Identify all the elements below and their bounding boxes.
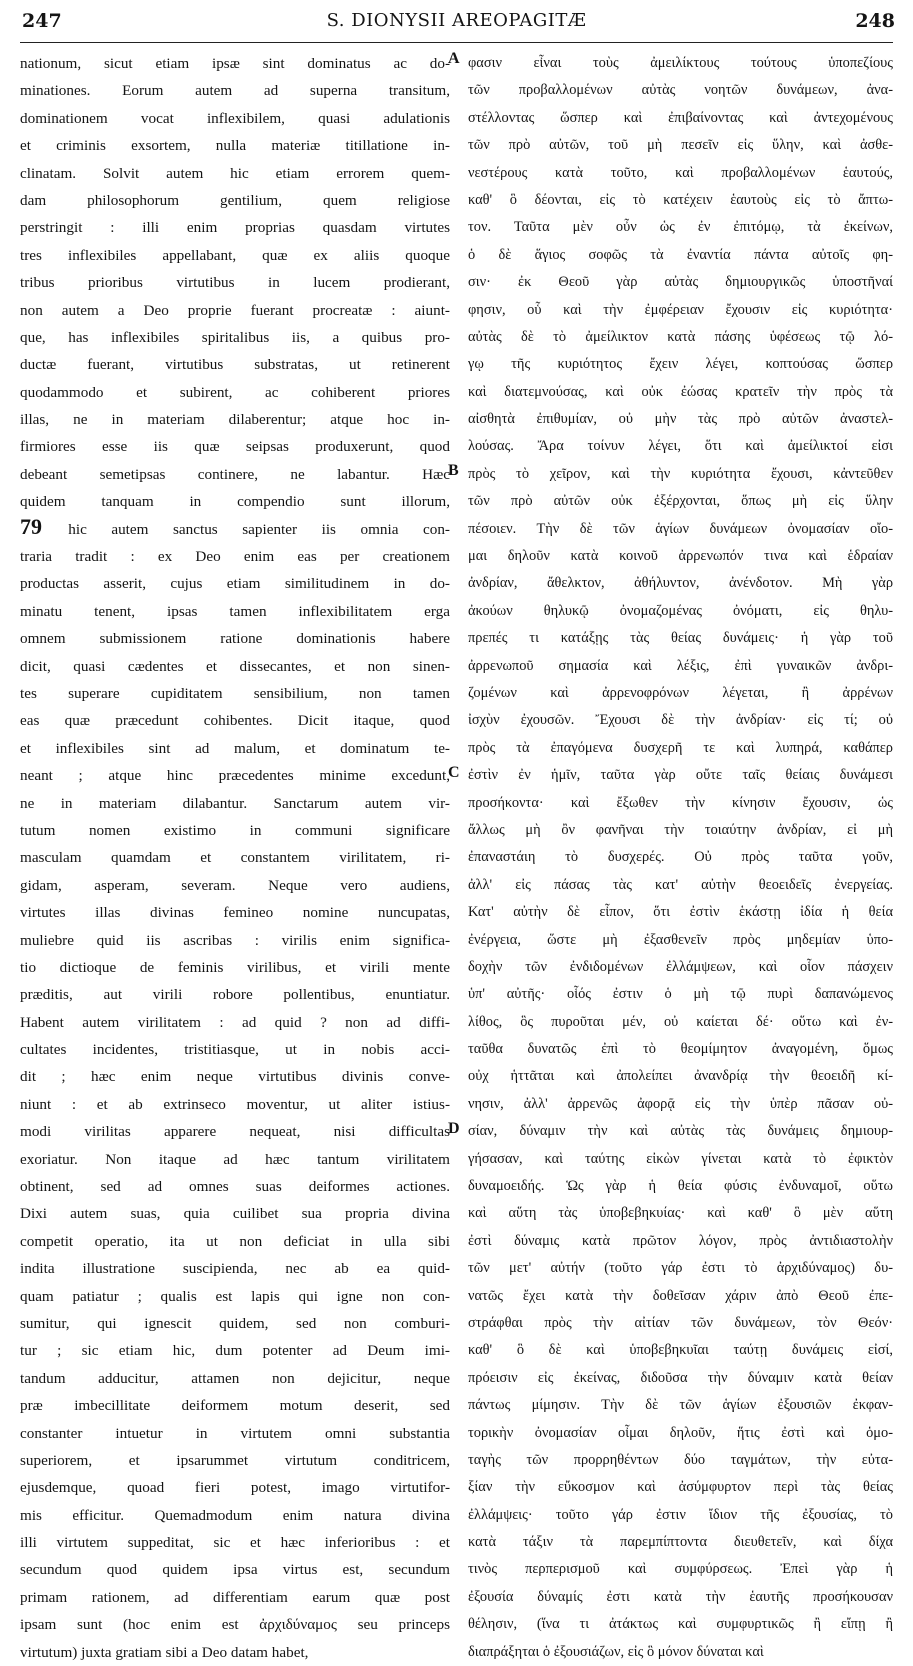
latin-line: Habent autem virilitatem : ad quid ? non ad diffi- xyxy=(20,1013,450,1031)
latin-line: cultates incidentes, tristitiasque, ut in nobis acci- xyxy=(20,1041,450,1059)
greek-line: νατῶς ἔχει κατὰ τὴν δοθεῖσαν χάριν ἀπὸ Θεοῦ ἐπε- xyxy=(468,1287,893,1304)
greek-line: κατὰ τάξιν τὰ παρεμπίπτοντα διευθετεῖν, καὶ δίχα xyxy=(468,1534,893,1551)
greek-line: ξίαν τὴν εὔκοσμον καὶ ἀσύμφυρτον περὶ τὰς θείας xyxy=(468,1479,893,1496)
latin-line: mis efficitur. Quemadmodum enim natura divina xyxy=(20,1506,450,1524)
latin-line: competit operatio, ita ut non deficiat in ulla sibi xyxy=(20,1232,450,1250)
latin-line: firmiores esse iis quæ seipsas produxerunt, quod xyxy=(20,438,450,456)
greek-line: ἐνέργεια, ὥστε μὴ ἐξασθενεῖν πρὸς μηδεμίαν ὑπο- xyxy=(468,931,893,948)
greek-line: σίαν, δύναμιν τὴν καὶ αὐτὰς τὰς δυνάμεις δημιουρ- xyxy=(468,1123,893,1140)
latin-line: quidem tanquam in compendio sunt illorum, xyxy=(20,493,450,511)
greek-line: φασιν εἶναι τοὺς ἀμειλίκτους τούτους ὑποπεζίους xyxy=(468,55,893,71)
greek-line: τῶν προβαλλομένων αὐτὰς νοητῶν δυνάμεων, ἀνα- xyxy=(468,82,893,99)
latin-line: dam philosophorum gentilium, quem religiose xyxy=(20,191,450,209)
greek-line: ἀρρενωποῦ σημασία καὶ λέξις, ἐπὶ γυναικῶν ἀνδρι- xyxy=(468,657,893,674)
greek-line: δυναμοειδής. Ὡς γὰρ ἡ θεία φύσις ἐνδυναμοῖ, οὕτω xyxy=(468,1178,893,1195)
header-rule xyxy=(20,42,893,43)
greek-line: ἐστὶν ἐν ἡμῖν, ταῦτα γὰρ οὔτε ταῖς θείαις δυνάμεσι xyxy=(468,767,893,784)
greek-line: νεστέρους κατὰ τοῦτο, καὶ προβαλλομένων ἑαυτούς, xyxy=(468,164,893,181)
latin-line: dicit, quasi cædentes et dissecantes, et non sinen- xyxy=(20,657,450,675)
latin-line: 79 hic autem sanctus sapienter iis omnia con- xyxy=(20,515,450,539)
greek-line: καὶ διατεμνούσας, καὶ οὐκ ἐώσας κρατεῖν τὴν πρὸς τὰ xyxy=(468,383,893,400)
latin-line: superiorem, et ipsarummet virtutum conditricem, xyxy=(20,1451,450,1469)
latin-line: perstringit : illi enim proprias quasdam virtutes xyxy=(20,219,450,237)
latin-line: ipsam sunt (hoc enim est ἀρχιδύναμος seu princeps xyxy=(20,1616,450,1634)
latin-line: tribus prioribus virtutibus in lucem prodierant, xyxy=(20,274,450,292)
greek-line: τορικὴν ὀνομασίαν οἶμαι δηλοῦν, ἥτις ἐστὶ καὶ ὁμο- xyxy=(468,1424,893,1441)
greek-line: στράφθαι πρὸς τὴν αἰτίαν τῶν δυνάμεων, τὸν Θεόν· xyxy=(468,1314,893,1331)
latin-line: tes superare cupiditatem sensibilium, non tamen xyxy=(20,684,450,702)
greek-line: ὑπ' αὐτῆς· οἷός ἐστιν ὁ μὴ τῷ πυρὶ δαπανώμενος xyxy=(468,986,893,1003)
latin-line: ne in materiam dilabantur. Sanctarum autem vir- xyxy=(20,794,450,812)
greek-line: πρὸς τὸ χεῖρον, καὶ τὴν κυριότητα ἔχουσι, κἀντεῦθεν xyxy=(468,465,893,482)
greek-line: λίθος, ὃς πυροῦται μέν, οὐ καίεται δέ· οὕτω καὶ ἐν- xyxy=(468,1013,893,1030)
greek-line: ζομένων καὶ ἀρρενοφρόνων λέγεται, ἢ ἀρρένων xyxy=(468,684,893,701)
latin-line: dominationem vocat inflexibilem, quasi adulationis xyxy=(20,109,450,127)
greek-line: μαι δηλοῦν κατὰ κοινοῦ ἀρρενωπόν τινα καὶ ἑδραίαν xyxy=(468,548,893,565)
greek-column xyxy=(468,50,893,1666)
latin-line: nationum, sicut etiam ipsæ sint dominatus ac do- xyxy=(20,55,450,72)
greek-line: τῶν μετ' αὐτήν (τοῦτο γάρ ἐστι τὸ ἀρχιδύναμος) δυ- xyxy=(468,1260,893,1277)
latin-line: primam rationem, ad differentiam earum quæ post xyxy=(20,1588,450,1606)
latin-line: illas, ne in materiam dilaberentur; atque hoc in- xyxy=(20,411,450,429)
greek-line: πέσοιεν. Τὴν δὲ τῶν ἁγίων δυνάμεων ὀνομασίαν οἴο- xyxy=(468,520,893,537)
latin-line: tur ; sic etiam hic, dum potenter ad Deum imi- xyxy=(20,1342,450,1360)
latin-line: tio dictioque de feminis virilibus, et virili mente xyxy=(20,958,450,976)
latin-line: gidam, asperam, severam. Neque vero audiens, xyxy=(20,876,450,894)
latin-line: illi virtutem suppeditat, sic et hæc inferioribus : et xyxy=(20,1534,450,1552)
latin-line: modi virilitas apparere nequeat, nisi difficultas xyxy=(20,1123,450,1141)
latin-line: tandum adducitur, attamen non dejicitur, neque xyxy=(20,1369,450,1387)
greek-line: πάντως μίμησιν. Τὴν δὲ τῶν ἁγίων ἐξουσιῶν ἐκφαν- xyxy=(468,1397,893,1414)
greek-line: Κατ' αὐτὴν δὲ εἶπον, ὅτι ἐστὶν ἑκάστῃ ἰδία ἡ θεία xyxy=(468,904,893,921)
latin-line: muliebre quid iis ascribas : virilis enim significa- xyxy=(20,931,450,949)
greek-line: στέλλοντας ὥσπερ καὶ ἐπιβαίνοντας καὶ ἀντεχομένους xyxy=(468,109,893,126)
greek-line: ὁ δὲ ἅγιος σοφῶς τὰ ἐναντία πάντα αὐτοῖς φη- xyxy=(468,246,893,263)
greek-line: ἄλλως μὴ ὂν φανῆναι τὴν τοιαύτην ἀνδρίαν, εἰ μὴ xyxy=(468,821,893,838)
latin-line: ductæ fuerant, virtutibus substratas, ut retinerent xyxy=(20,356,450,374)
greek-line: ἰσχὺν ἐχουσῶν. Ἔχουσι δὲ τὴν ἀνδρίαν· εἰς τί; οὐ xyxy=(468,712,893,729)
latin-line: indita illustratione suscipienda, nec ab ea quid- xyxy=(20,1260,450,1278)
greek-line: ἐλλάμψεις· τοῦτο γάρ ἐστιν ἴδιον τῆς ἐξουσίας, τὸ xyxy=(468,1506,893,1523)
greek-line: ἀκούων θηλυκῷ ὀνομαζομένας ὀνόματι, εἰς θηλυ- xyxy=(468,602,893,619)
latin-column xyxy=(20,50,450,1666)
latin-line: que, has inflexibiles spiritalibus iis, a quibus pro- xyxy=(20,328,450,346)
page-header xyxy=(0,4,913,44)
running-title: S. DIONYSII AREOPAGITÆ xyxy=(326,10,587,31)
greek-line: ἀλλ' εἰς πάσας τὰς κατ' αὐτὴν θεοειδεῖς ἐνεργείας. xyxy=(468,876,893,893)
greek-line: αὐτὰς δὲ τὸ ἀμείλικτον κατὰ πάσης ὑφέσεως τῷ λό- xyxy=(468,328,893,345)
latin-line: tres inflexibiles appellabant, quæ ex aliis quoque xyxy=(20,246,450,264)
greek-line: διαπράξηται ὁ ἐξουσιάζων, εἰς ὃ μόνον δύναται καὶ xyxy=(468,1643,764,1660)
greek-line: δοχὴν τῶν ἐνδιδομένων ἐλλάμψεων, καὶ οἷον πάσχειν xyxy=(468,958,893,975)
latin-line: non autem a Deo proprie fuerant procreatæ : aiunt- xyxy=(20,301,450,319)
greek-line: ἀνδρίαν, ἄθελκτον, ἀθήλυντον, ἀνένδοτον. Μὴ γὰρ xyxy=(468,575,893,592)
latin-line: virtutes illas divinas femineo nomine nuncupatas, xyxy=(20,904,450,922)
latin-line: debeant semetipsas continere, ne labantur. Hæc xyxy=(20,465,450,483)
greek-line: ταγὴς τῶν προρρηθέντων δύο ταγμάτων, τὴν εὐτα- xyxy=(468,1451,893,1468)
latin-line: virtutum) juxta gratiam sibi a Deo datam habet, xyxy=(20,1643,309,1661)
latin-line: clinatam. Solvit autem hic etiam errorem quem- xyxy=(20,164,450,182)
greek-line: τῶν πρὸ αὐτῶν οὐκ ἐξέρχονται, ὅπως μὴ εἰς ὕλην xyxy=(468,493,893,510)
latin-line: præditis, aut virili robore pollentibus, enuntiatur. xyxy=(20,986,450,1004)
greek-line: ἐπαναστάιη τὸ δυσχερές. Οὐ πρὸς ταῦτα γοῦν, xyxy=(468,849,893,866)
greek-line: φησιν, οὗ καὶ τὴν ἐμφέρειαν ἔχουσιν εἰς κυριότητα· xyxy=(468,301,893,318)
latin-line: traria tradit : ex Deo enim eas per creationem xyxy=(20,548,450,566)
greek-line: οὐχ ἡττᾶται καὶ ἀπολείπει ἀνανδρίᾳ τὴν θεοειδῆ κί- xyxy=(468,1068,893,1085)
latin-line: eas quæ præcedunt cohibentes. Dicit itaque, quod xyxy=(20,712,450,730)
latin-line: quodammodo et subirent, ac cohiberent priores xyxy=(20,383,450,401)
latin-line: ejusdemque, quoad fieri potest, imago virtutifor- xyxy=(20,1479,450,1497)
greek-line: λούσας. Ἄρα τοίνυν λέγει, ὅτι καὶ ἀμείλικτοί εἰσι xyxy=(468,438,893,455)
latin-line: minatu tenent, ipsas tamen inflexibilitatem erga xyxy=(20,602,450,620)
greek-line: ἐξουσία δύναμίς ἐστι κατὰ τὴν ἑαυτῆς προσήκουσαν xyxy=(468,1588,893,1605)
greek-line: νησιν, ἀλλ' ἀρρενῶς ἀφορᾷ εἰς τὴν ὑπὲρ πᾶσαν οὐ- xyxy=(468,1095,893,1112)
latin-line: dit ; hæc enim neque virtutibus divinis conve- xyxy=(20,1068,450,1086)
greek-line: πρεπές τι κατάξῃς τὰς θείας δυνάμεις· ἡ γὰρ τοῦ xyxy=(468,630,893,647)
greek-line: πρόεισιν εἰς ἐκείνας, διδοῦσα τὴν δύναμιν κατὰ θείαν xyxy=(468,1369,893,1386)
latin-line: niunt : et ab extrinseco moventur, ut aliter istius- xyxy=(20,1095,450,1113)
greek-line: θέλησιν, (ἵνα τι ἀτάκτως καὶ συμφυρτικῶς ἢ εἴπῃ ἢ xyxy=(468,1616,893,1633)
greek-line: αἰσθητὰ ἐπιθυμίαν, οὐ μὴν τὰς πρὸ αὐτῶν ἀναστελ- xyxy=(468,411,893,428)
greek-line: τον. Ταῦτα μὲν οὖν ὡς ἐν ἐπιτόμῳ, τὰ ἐκείνων, xyxy=(468,219,893,236)
note-number: 79 xyxy=(20,515,69,539)
latin-line: obtinent, sed ad omnes suas deiformes actiones. xyxy=(20,1178,450,1196)
greek-line: ταῦθα δυνατῶς ἐπὶ τὸ θεομίμητον ἀναγομένη, ὅμως xyxy=(468,1041,893,1058)
greek-line: ἐστὶ δύναμις κατὰ πρῶτον λόγον, πρὸς ἀντιδιαστολὴν xyxy=(468,1232,893,1249)
latin-line: tutum nomen existimo in communi significare xyxy=(20,821,450,839)
greek-line: τῶν πρὸ αὐτῶν, τοῦ μὴ πεσεῖν εἰς ὕλην, καὶ ἀσθε- xyxy=(468,137,893,154)
latin-line: et inflexibiles sint ad malum, et dominatum te- xyxy=(20,739,450,757)
latin-line: et criminis exsortem, nulla materiæ titillatione in- xyxy=(20,137,450,155)
latin-line: omnem submissionem ratione dominationis habere xyxy=(20,630,450,648)
margin-marker-a: A xyxy=(448,50,460,67)
left-page-number: 247 xyxy=(22,10,62,32)
latin-line: masculam quamdam et constantem virilitatem, ri- xyxy=(20,849,450,867)
greek-line: καὶ αὕτη τὰς ὑποβεβηκυίας· καὶ καθ' ὃ μὲν αὕτη xyxy=(468,1205,893,1222)
latin-line: minationes. Eorum autem ad superna transitum, xyxy=(20,82,450,100)
latin-line: constanter intuetur in virtutem omni substantia xyxy=(20,1424,450,1442)
latin-line: sumitur, qui ignescit quidem, sed non comburi- xyxy=(20,1314,450,1332)
latin-line: neant ; atque hinc præcedentes minime excedunt, xyxy=(20,767,450,785)
greek-line: πρὸς τὰ ἐπαγόμενα δυσχερῆ τε καὶ λυπηρά, καθάπερ xyxy=(468,739,893,756)
latin-line: Dixi autem suas, quia cuilibet sua propria divina xyxy=(20,1205,450,1223)
latin-line: exoriatur. Non itaque ad hæc tantum virilitatem xyxy=(20,1150,450,1168)
greek-line: καθ' ὃ δέονται, εἰς τὸ κατέχειν ἑαυτοὺς εἰς τὸ ἄπτω- xyxy=(468,191,893,208)
greek-line: σιν· ἐκ Θεοῦ γὰρ αὐτὰς δημιουργικῶς ὑποστῆναί xyxy=(468,274,893,291)
greek-line: καθ' ὃ δὲ καὶ ὑποβεβηκυῖαι ταύτῃ δυνάμεις εἰσί, xyxy=(468,1342,893,1359)
latin-line: productas asserit, cujus etiam similitudinem in do- xyxy=(20,575,450,593)
greek-line: τινὸς περπερισμοῦ καὶ συμφύρσεως. Ἐπεὶ γὰρ ἡ xyxy=(468,1561,893,1578)
greek-line: γῳ τῆς κυριότητος ἔχειν λέγει, κοπτούσας ὥσπερ xyxy=(468,356,893,373)
latin-line: quam patiatur ; qualis est lapis qui igne non con- xyxy=(20,1287,450,1305)
latin-line: secundum quod quidem ipsa virtus est, secundum xyxy=(20,1561,450,1579)
right-page-number: 248 xyxy=(855,10,895,32)
greek-line: προσήκοντα· καὶ ἔξωθεν τὴν κίνησιν ἔχουσιν, ὡς xyxy=(468,794,893,811)
greek-line: γήσασαν, καὶ ταύτης εἰκὼν γίνεται κατὰ τὸ ἐφικτὸν xyxy=(468,1150,893,1167)
margin-marker-b: B xyxy=(448,462,459,479)
latin-line: præ imbecillitate deiformem motum deserit, sed xyxy=(20,1397,450,1415)
margin-marker-c: C xyxy=(448,764,460,781)
margin-marker-d: D xyxy=(448,1120,460,1137)
